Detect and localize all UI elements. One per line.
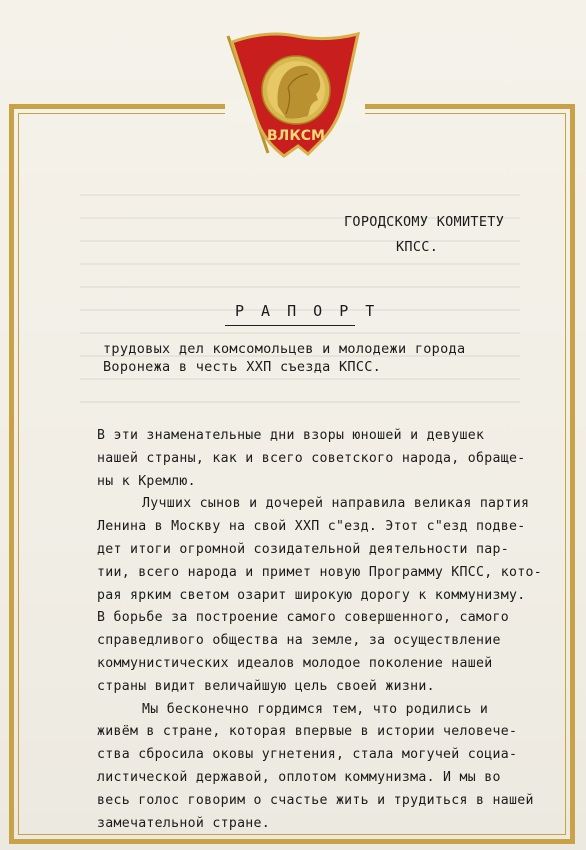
body-line: Ленина в Москву на свой ХХП с"езд. Этот с"езд подве- bbox=[97, 519, 526, 535]
body-line: Мы бесконечно гордимся тем, что родились и bbox=[142, 701, 489, 717]
body-line: В эти знаменательные дни взоры юношей и девушек bbox=[97, 428, 485, 443]
body-line: коммунистических идеалов молодое поколение нашей bbox=[97, 655, 493, 671]
body-line: тии, всего народа и примет новую Программу КПСС, кото- bbox=[97, 564, 542, 580]
badge-text: ВЛКСМ bbox=[267, 128, 325, 144]
document-subtitle bbox=[103, 340, 465, 376]
body-line: весь голос говорим о счастье жить и трудиться в нашей bbox=[97, 792, 534, 808]
body-line: живём в стране, которая впервые в истории человече- bbox=[97, 724, 518, 740]
body-line: страны видит величайшую цель своей жизни. bbox=[97, 678, 435, 694]
subtitle-line-2: Воронежа в честь ХХП съезда КПСС. bbox=[103, 359, 382, 375]
body-line: дет итоги огромной созидательной деятельности пар- bbox=[97, 541, 509, 557]
body-line: нашей страны, как и всего советского народа, обраще- bbox=[97, 450, 526, 466]
body-line: В борьбе за построение самого совершенного, самого bbox=[97, 610, 509, 626]
body-line: рая ярким светом озарит широкую дорогу к коммунизму. bbox=[97, 587, 526, 603]
vlksm-badge-icon bbox=[226, 28, 364, 160]
body-line: листической державой, оплотом коммунизма. И мы во bbox=[97, 769, 501, 785]
addressee bbox=[344, 210, 504, 260]
document-title: Р А П О Р Т bbox=[235, 302, 379, 320]
body-line: ны к Кремлю. bbox=[97, 473, 196, 489]
body-line: ства сбросила оковы угнетения, стала могучей социа- bbox=[97, 747, 518, 763]
body-line: Лучших сынов и дочерей направила великая партия bbox=[142, 496, 530, 512]
subtitle-line-1: трудовых дел комсомольцев и молодежи города bbox=[103, 341, 466, 357]
addressee-line-1: ГОРОДСКОМУ КОМИТЕТУ bbox=[344, 214, 505, 230]
document-body bbox=[97, 425, 542, 835]
body-line: справедливого общества на земле, за осуществление bbox=[97, 633, 501, 649]
addressee-line-2: КПСС. bbox=[396, 239, 439, 255]
body-line: замечательной стране. bbox=[97, 815, 271, 831]
title-underline bbox=[225, 325, 355, 326]
